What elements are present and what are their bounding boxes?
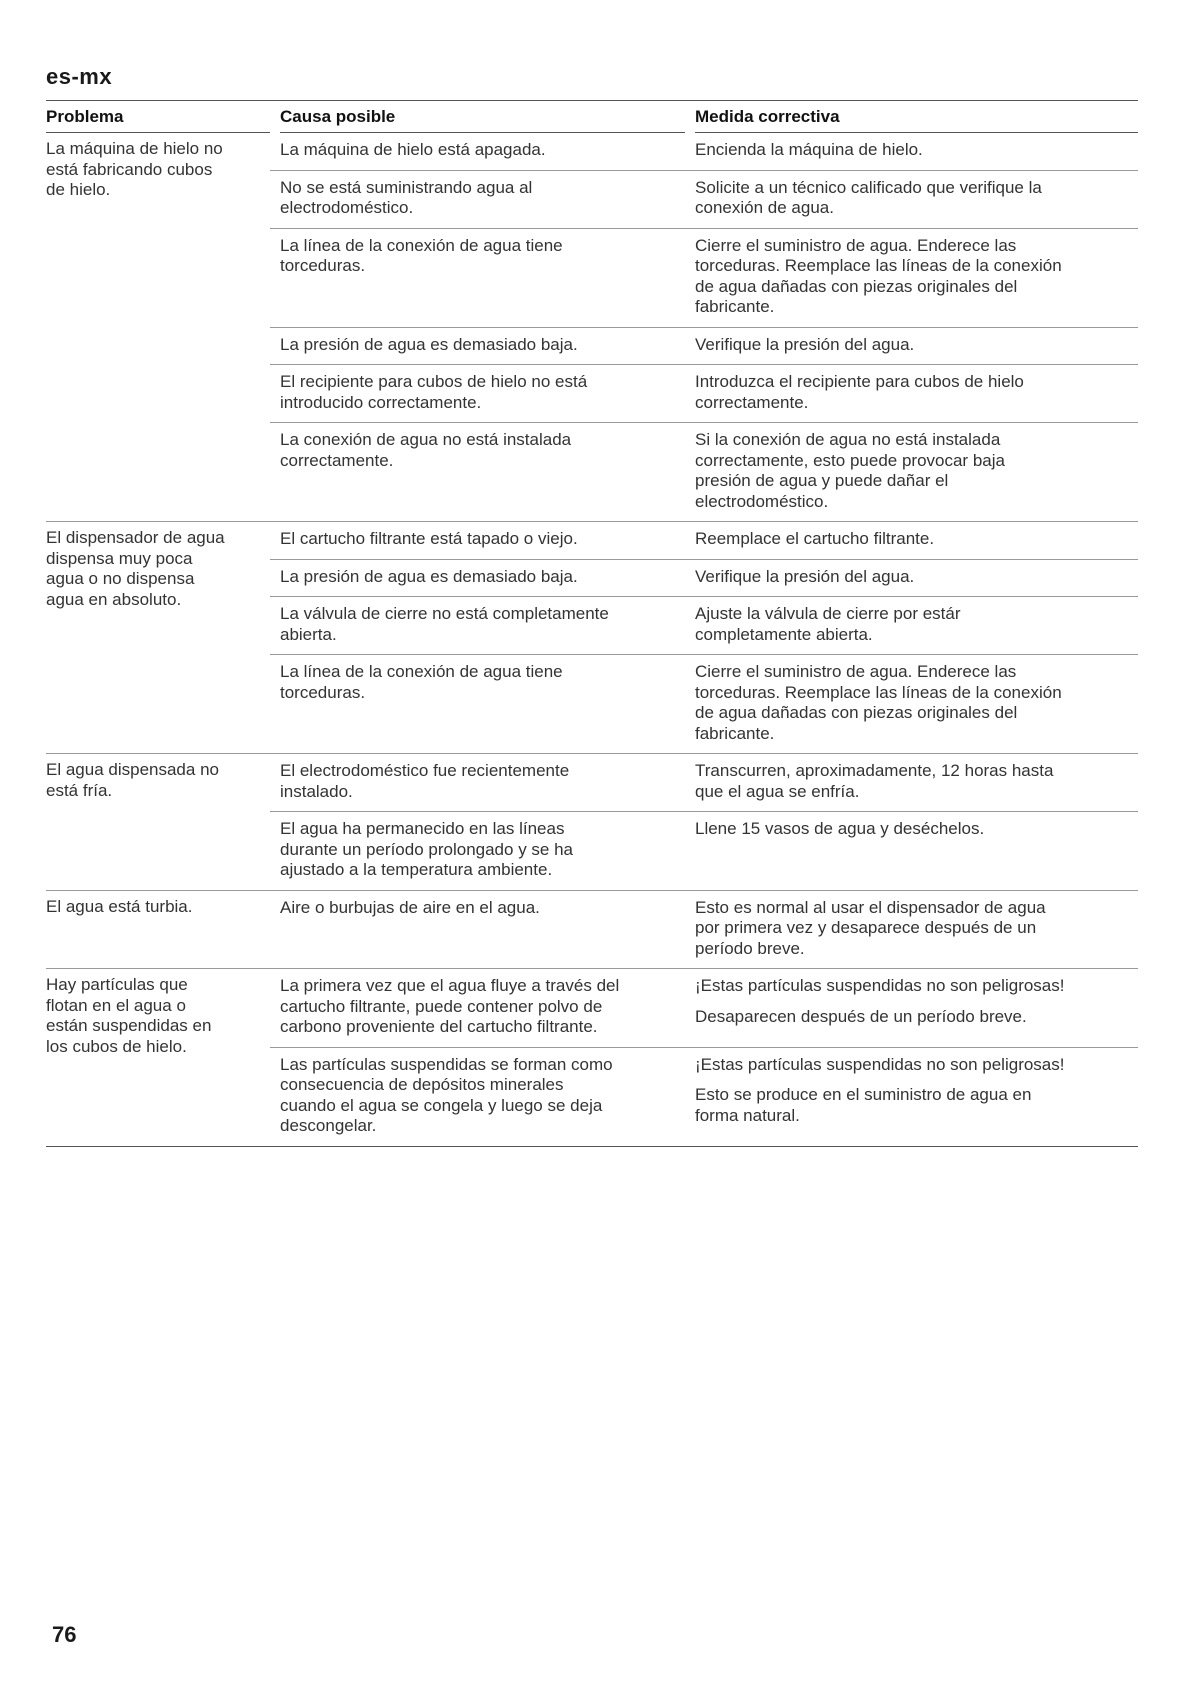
remedy-text: Introduzca el recipiente para cubos de hielo (695, 372, 1024, 391)
remedy-cell (695, 328, 1138, 365)
remedy-text: conexión de agua. (695, 198, 834, 217)
table-row (270, 596, 1138, 654)
header-problem: Problema (46, 101, 270, 133)
remedy-cell (695, 171, 1138, 228)
cause-cell (280, 171, 685, 228)
remedy-text: ¡Estas partículas suspendidas no son peligrosas! (695, 1054, 1065, 1074)
table-row (270, 228, 1138, 327)
remedy-cell (695, 229, 1138, 327)
table-row (270, 968, 1138, 1047)
problem-text: El agua está turbia. (46, 896, 193, 916)
header-remedy: Medida correctiva (695, 101, 1138, 133)
remedy-text: que el agua se enfría. (695, 781, 860, 801)
cause-cell (280, 891, 685, 969)
cause-cell (280, 969, 685, 1047)
remedy-text: Encienda la máquina de hielo. (695, 140, 923, 159)
table-row (270, 364, 1138, 422)
problem-text: los cubos de hielo. (46, 1036, 187, 1056)
remedy-text: Solicite a un técnico calificado que verifique la (695, 177, 1042, 197)
table-row (270, 811, 1138, 890)
cause-text: descongelar. (280, 1116, 377, 1135)
remedy-text: período breve. (695, 938, 805, 958)
cause-text: La presión de agua es demasiado baja. (280, 334, 578, 354)
troubleshooting-table (46, 100, 1138, 1147)
remedy-paragraph (695, 662, 1138, 744)
remedy-paragraph (695, 898, 1138, 960)
remedy-text: por primera vez y desaparece después de un (695, 918, 1037, 937)
table-row (270, 559, 1138, 597)
cause-text: La máquina de hielo está apagada. (280, 140, 546, 159)
remedy-text: torceduras. Reemplace las líneas de la conexión (695, 682, 1062, 702)
table-row (270, 422, 1138, 521)
remedy-text: forma natural. (695, 1105, 800, 1125)
problem-text: La máquina de hielo no (46, 139, 223, 158)
problem-text: flotan en el agua o (46, 995, 186, 1015)
cause-cell (280, 1048, 685, 1146)
problem-group (46, 890, 1138, 969)
cause-text: El agua ha permanecido en las líneas (280, 819, 565, 838)
cause-text: torceduras. (280, 682, 366, 702)
cause-text: instalado. (280, 781, 353, 801)
cause-text: El electrodoméstico fue recientemente (280, 761, 570, 780)
problem-text: agua o no dispensa (46, 569, 195, 588)
cause-cell (280, 560, 685, 597)
problem-text: El dispensador de agua (46, 528, 225, 547)
remedy-paragraph (695, 529, 1138, 550)
header-cause: Causa posible (280, 101, 685, 133)
remedy-text: Transcurren, aproximadamente, 12 horas hasta (695, 761, 1054, 780)
cause-cell (280, 365, 685, 422)
cause-text: La válvula de cierre no está completamente (280, 604, 609, 623)
cause-text: torceduras. (280, 256, 366, 275)
remedy-cell (695, 969, 1138, 1047)
remedy-paragraph (695, 140, 1138, 161)
table-row (270, 133, 1138, 170)
remedy-text: Cierre el suministro de agua. Enderece las (695, 235, 1017, 255)
remedy-cell (695, 754, 1138, 811)
table-body (46, 133, 1138, 1146)
cause-cell (280, 522, 685, 559)
cause-text: El cartucho filtrante está tapado o viejo. (280, 529, 578, 548)
remedy-paragraph (695, 1085, 1138, 1126)
cause-text: carbono proveniente del cartucho filtrante. (280, 1017, 598, 1036)
cause-text: correctamente. (280, 450, 394, 470)
page-number: 76 (52, 1622, 77, 1647)
table-row (270, 654, 1138, 753)
cause-text: No se está suministrando agua al (280, 177, 533, 197)
remedy-text: fabricante. (695, 723, 775, 743)
language-code: es-mx (46, 64, 113, 89)
cause-text: cuando el agua se congela y luego se deja (280, 1095, 603, 1115)
problem-cell (46, 521, 270, 753)
cause-cell (280, 423, 685, 521)
problem-text: está fría. (46, 780, 113, 800)
cause-text: abierta. (280, 624, 337, 644)
remedy-paragraph (695, 976, 1138, 997)
problem-cell (46, 890, 270, 969)
table-row (270, 170, 1138, 228)
problem-text: está fabricando cubos (46, 159, 213, 179)
problem-group (46, 133, 1138, 521)
remedy-text: de agua dañadas con piezas originales del (695, 276, 1018, 296)
cause-remedy-list (270, 521, 1138, 753)
remedy-cell (695, 597, 1138, 654)
remedy-text: electrodoméstico. (695, 491, 829, 511)
problem-cell (46, 968, 270, 1146)
problem-text: Hay partículas que (46, 975, 188, 994)
remedy-text: Verifique la presión del agua. (695, 566, 915, 586)
remedy-cell (695, 1048, 1138, 1146)
cause-cell (280, 229, 685, 327)
remedy-cell (695, 812, 1138, 890)
cause-cell (280, 133, 685, 170)
problem-cell (46, 753, 270, 890)
remedy-paragraph (695, 335, 1138, 356)
table-header-row (46, 101, 1138, 133)
remedy-text: correctamente, esto puede provocar baja (695, 450, 1005, 470)
remedy-cell (695, 655, 1138, 753)
remedy-paragraph (695, 1055, 1138, 1076)
cause-text: electrodoméstico. (280, 198, 414, 217)
remedy-text: presión de agua y puede dañar el (695, 471, 949, 490)
remedy-paragraph (695, 1007, 1138, 1028)
cause-text: consecuencia de depósitos minerales (280, 1075, 564, 1094)
remedy-text: Esto se produce en el suministro de agua en (695, 1085, 1032, 1104)
cause-remedy-list (270, 133, 1138, 521)
remedy-text: torceduras. Reemplace las líneas de la conexión (695, 256, 1062, 275)
cause-text: Las partículas suspendidas se forman como (280, 1054, 613, 1074)
remedy-paragraph (695, 372, 1138, 413)
table-row (270, 327, 1138, 365)
remedy-cell (695, 133, 1138, 170)
remedy-text: Si la conexión de agua no está instalada (695, 430, 1001, 449)
problem-text: agua en absoluto. (46, 589, 182, 609)
cause-remedy-list (270, 890, 1138, 969)
cause-text: La primera vez que el agua fluye a través del (280, 976, 620, 995)
cause-text: La línea de la conexión de agua tiene (280, 235, 563, 255)
cause-text: durante un período prolongado y se ha (280, 839, 574, 859)
cause-text: cartucho filtrante, puede contener polvo de (280, 996, 603, 1016)
problem-cell (46, 133, 270, 521)
cause-cell (280, 597, 685, 654)
remedy-text: correctamente. (695, 392, 809, 412)
table-row (270, 1047, 1138, 1146)
remedy-paragraph (695, 178, 1138, 219)
cause-text: La presión de agua es demasiado baja. (280, 566, 578, 586)
table-row (270, 753, 1138, 811)
problem-text: El agua dispensada no (46, 760, 219, 779)
remedy-paragraph (695, 604, 1138, 645)
remedy-cell (695, 365, 1138, 422)
cause-text: La línea de la conexión de agua tiene (280, 662, 563, 681)
remedy-paragraph (695, 567, 1138, 588)
remedy-paragraph (695, 430, 1138, 512)
table-row (270, 890, 1138, 969)
problem-group (46, 968, 1138, 1146)
remedy-cell (695, 891, 1138, 969)
table-row (270, 521, 1138, 559)
remedy-text: de agua dañadas con piezas originales del (695, 703, 1018, 722)
remedy-text: Esto es normal al usar el dispensador de agua (695, 897, 1046, 917)
remedy-text: Llene 15 vasos de agua y deséchelos. (695, 819, 985, 838)
remedy-paragraph (695, 761, 1138, 802)
cause-text: ajustado a la temperatura ambiente. (280, 860, 553, 879)
problem-group (46, 753, 1138, 890)
remedy-cell (695, 560, 1138, 597)
cause-text: Aire o burbujas de aire en el agua. (280, 897, 540, 917)
remedy-text: completamente abierta. (695, 624, 873, 644)
remedy-text: Reemplace el cartucho filtrante. (695, 529, 935, 548)
cause-cell (280, 812, 685, 890)
cause-text: introducido correctamente. (280, 392, 482, 412)
cause-remedy-list (270, 968, 1138, 1146)
remedy-paragraph (695, 236, 1138, 318)
problem-text: dispensa muy poca (46, 548, 193, 568)
cause-remedy-list (270, 753, 1138, 890)
problem-text: de hielo. (46, 180, 111, 199)
remedy-text: fabricante. (695, 297, 775, 316)
cause-text: La conexión de agua no está instalada (280, 430, 572, 449)
remedy-text: Cierre el suministro de agua. Enderece las (695, 662, 1017, 681)
problem-text: están suspendidas en (46, 1016, 212, 1035)
remedy-cell (695, 522, 1138, 559)
cause-cell (280, 328, 685, 365)
remedy-text: ¡Estas partículas suspendidas no son peligrosas! (695, 976, 1065, 995)
remedy-text: Ajuste la válvula de cierre por estár (695, 604, 961, 623)
remedy-text: Verifique la presión del agua. (695, 334, 915, 354)
problem-group (46, 521, 1138, 753)
remedy-text: Desaparecen después de un período breve. (695, 1006, 1027, 1026)
remedy-cell (695, 423, 1138, 521)
cause-text: El recipiente para cubos de hielo no está (280, 372, 588, 391)
cause-cell (280, 754, 685, 811)
remedy-paragraph (695, 819, 1138, 840)
cause-cell (280, 655, 685, 753)
